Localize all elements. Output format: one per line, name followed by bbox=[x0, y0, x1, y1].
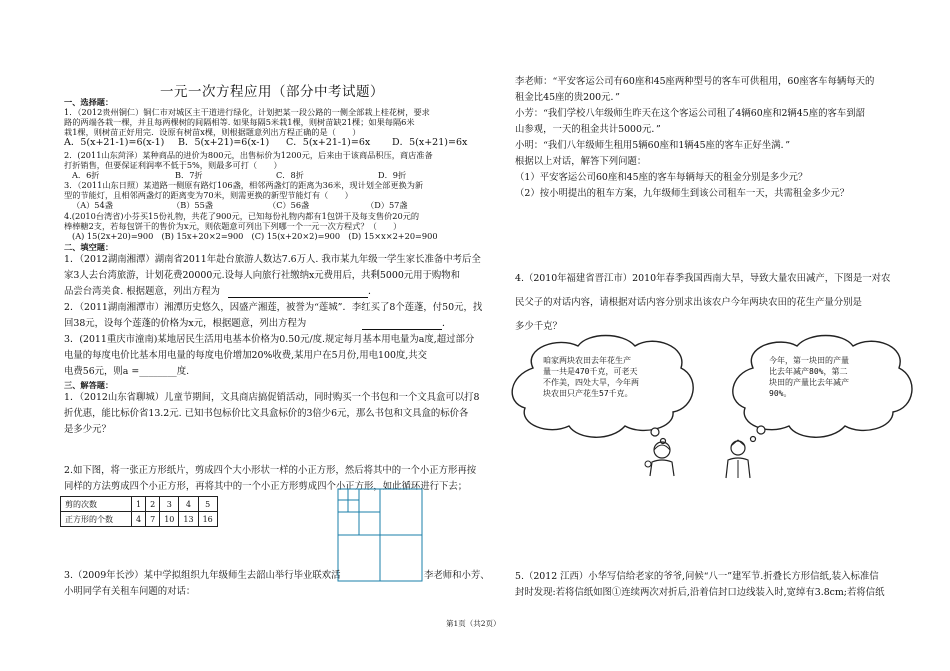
fill-q2-answer-blank[interactable] bbox=[362, 329, 442, 330]
table-cell: 2 bbox=[146, 497, 160, 512]
table-cell: 13 bbox=[179, 512, 198, 527]
fill-q1-period: ． bbox=[368, 286, 378, 297]
solve-q4-line1: 4.（2010年福建省晋江市）2010年春季我国西南大旱，导致大量农田减产，下图是一对农 bbox=[515, 273, 891, 284]
solve-q1-line1: 1．（2012山东省聊城）儿童节期间，文具商店搞促销活动，同时购买一个书包和一个文具盒可以打8 bbox=[64, 392, 480, 403]
solve-q3-line1-tail: 李老师和小芳、 bbox=[424, 570, 490, 581]
choice-q2-opt-c: C．8折 bbox=[276, 170, 304, 180]
dialog-line: （1）平安客运公司60座和45座的客车每辆每天的租金分别是多少元？ bbox=[515, 172, 808, 183]
square-cutting-figure bbox=[337, 488, 423, 582]
choice-q3-opt-b: （B）55盏 bbox=[172, 200, 213, 210]
choice-q1-opt-d: D．5(x+21)=6x bbox=[392, 137, 468, 148]
choice-q2-line2: 打折销售，但要保证利润率不低于5%，则最多可打（ ） bbox=[64, 160, 282, 170]
solve-q3-line2: 小明同学有关租车问题的对话： bbox=[64, 586, 196, 597]
dialog-line: 小芳：“我们学校八年级师生昨天在这个客运公司租了4辆60座和2辆45座的客车到韶 bbox=[515, 108, 865, 119]
fill-q1-line2: 家3人去台湾旅游，计划花费20000元.设每人向旅行社缴纳x元费用后，共剩5000元用于购物和 bbox=[64, 270, 461, 281]
table-cell: 正方形的个数 bbox=[61, 512, 132, 527]
cloud-left-line: 不作美，四处大旱，今年两 bbox=[543, 378, 639, 387]
table-cell: 3 bbox=[160, 497, 179, 512]
cloud-right-line: 90%。 bbox=[769, 389, 792, 398]
choice-q3-line2: 型的节能灯，且相邻两盏灯的距离变为70米，则需更换的新型节能灯有（ ） bbox=[64, 190, 353, 200]
page-title: 一元一次方程应用（部分中考试题） bbox=[160, 84, 384, 100]
fill-q3-line3: 电费56元，则a =________度. bbox=[64, 366, 190, 377]
choice-q2-opt-d: D．9折 bbox=[378, 170, 407, 180]
table-cell: 剪的次数 bbox=[61, 497, 132, 512]
fill-q3-line2: 电量的每度电价比基本用电量的每度电价增加20%收费,某用户在5月份,用电100度,共交 bbox=[64, 350, 428, 361]
table-row bbox=[61, 512, 218, 527]
cloud-right-line: 比去年减产80%，第二 bbox=[769, 367, 848, 376]
choice-q3-opt-a: （A）54盏 bbox=[72, 200, 113, 210]
choice-q2-opt-a: A．6折 bbox=[72, 170, 100, 180]
section-heading-choice: 一、选择题： bbox=[64, 97, 114, 107]
dialog-line: 李老师：“平安客运公司有60座和45座两种型号的客车可供租用，60座客车每辆每天的 bbox=[515, 76, 875, 87]
table-cell: 1 bbox=[132, 497, 146, 512]
choice-q2-opt-b: B．7折 bbox=[175, 170, 203, 180]
choice-q4-line2: 棒棒糖2支，若每包饼干的售价为x元，则依题意可列出下列哪一个一元一次方程式？（ ） bbox=[64, 221, 402, 231]
cutting-table bbox=[60, 496, 218, 527]
choice-q1-opt-a: A．5(x+21-1)=6(x-1) bbox=[64, 137, 165, 148]
table-cell: 4 bbox=[132, 512, 146, 527]
choice-q1-opt-b: B．5(x+21)=6(x-1) bbox=[178, 137, 270, 148]
dialog-line: 山参观，一天的租金共计5000元．” bbox=[515, 124, 661, 135]
dialog-line: （2）按小明提出的租车方案，九年级师生到该公司租车一天，共需租金多少元？ bbox=[515, 188, 850, 199]
cloud-left-line: 块农田只产花生57千克。 bbox=[543, 389, 633, 398]
fill-q2-period: ． bbox=[442, 318, 452, 329]
table-cell: 4 bbox=[179, 497, 198, 512]
choice-q1-line3: 栽1棵，则树苗正好用完．设原有树苗x棵，则根据题意列出方程正确的是（ ） bbox=[64, 127, 361, 137]
solve-q2-line2: 同样的方法剪成四个小正方形，再将其中的一个小正方形剪成四个小正方形，如此循环进行下去； bbox=[64, 481, 468, 492]
dialog-line: 根据以上对话，解答下列问题： bbox=[515, 156, 647, 167]
dialog-line: 租金比45座的贵200元．” bbox=[515, 92, 620, 103]
section-heading-fill: 二、填空题： bbox=[64, 242, 114, 252]
table-cell: 5 bbox=[198, 497, 217, 512]
table-cell: 16 bbox=[198, 512, 217, 527]
choice-q2-line1: 2．(2011山东菏泽）某种商品的进价为800元，出售标价为1200元，后来由于该商品积压，商店准备 bbox=[64, 150, 433, 160]
solve-q5-line1: 5.（2012 江西）小华写信给老家的爷爷,问候“八一”建军节.折叠长方形信纸,装入标准信 bbox=[515, 571, 879, 582]
cloud-right-line: 块田的产量比去年减产 bbox=[769, 378, 849, 387]
section-heading-solve: 三、解答题： bbox=[64, 380, 114, 390]
table-cell: 7 bbox=[146, 512, 160, 527]
choice-q4-options: (A) 15(2x+20)=900 (B) 15x+20×2=900 (C) 15(x+20×2)=900 (D) 15×x×2+20=900 bbox=[72, 231, 438, 241]
cloud-right-line: 今年，第一块田的产量 bbox=[769, 356, 849, 365]
choice-q1-line1: 1．（2012贵州铜仁）铜仁市对城区主干道进行绿化，计划把某一段公路的一侧全部栽上桂花树，要求 bbox=[64, 107, 430, 117]
choice-q1-opt-c: C．5(x+21-1)=6x bbox=[286, 137, 371, 148]
fill-q2-line1: 2．（2011湖南湘潭市）湘潭历史悠久，因盛产湘莲，被誉为“莲城”．李红买了8个莲蓬，付50元，找 bbox=[64, 302, 483, 313]
cloud-left-line: 量一共是470千克，可老天 bbox=[543, 367, 638, 376]
choice-q3-opt-d: （D）57盏 bbox=[366, 200, 408, 210]
solve-q2-line1: 2.如下图，将一张正方形纸片，剪成四个大小形状一样的小正方形，然后将其中的一个小正方形再按 bbox=[64, 465, 477, 476]
choice-q1-line2: 路的两端各栽一棵，并且每两棵树的间隔相等. 如果每隔5米栽1棵，则树苗缺21棵；如果每隔6米 bbox=[64, 117, 415, 127]
solve-q4-line3: 多少千克？ bbox=[515, 321, 562, 332]
choice-q4-line1: 4.(2010台湾省)小芬买15份礼物，共花了900元，已知每份礼物内都有1包饼干及每支售价20元的 bbox=[64, 211, 420, 221]
fill-q1-answer-blank[interactable] bbox=[228, 297, 368, 298]
fill-q2-line2: 回38元，设每个莲蓬的价格为x元，根据题意，列出方程为 bbox=[64, 318, 307, 329]
solve-q4-line2: 民父子的对话内容，请根据对话内容分别求出该农户今年两块农田的花生产量分别是 bbox=[515, 297, 862, 308]
fill-q1-line3: 品尝台湾美食. 根据题意，列出方程为 bbox=[64, 286, 220, 297]
solve-q1-line3: 是多少元？ bbox=[64, 424, 111, 435]
solve-q1-line2: 折优惠，能比标价省13.2元. 已知书包标价比文具盒标价的3倍少6元，那么书包和文具盒的标价各 bbox=[64, 408, 469, 419]
choice-q3-line1: 3．（2011山东日照）某道路一侧原有路灯106盏，相邻两盏灯的距离为36米，现计划全部更换为新 bbox=[64, 180, 424, 190]
solve-q5-line2: 封时发现:若将信纸如图①连续两次对折后,沿着信封口边线装入时,宽绰有3.8cm;若将信纸 bbox=[515, 587, 885, 598]
choice-q3-opt-c: （C）56盏 bbox=[268, 200, 310, 210]
table-cell: 10 bbox=[160, 512, 179, 527]
fill-q3-line1: 3．(2011重庆市潼南)某地居民生活用电基本价格为0.50元/度.规定每月基本用电量为a度,超过部分 bbox=[64, 334, 475, 345]
solve-q3-line1: 3.（2009年长沙）某中学拟组织九年级师生去韶山举行毕业联欢活 bbox=[64, 570, 341, 581]
farmer-father-icon bbox=[640, 438, 680, 478]
page-footer: 第1页（共2页） bbox=[446, 619, 501, 628]
cloud-left-line: 咱家两块农田去年花生产 bbox=[543, 356, 631, 365]
dialog-line: 小明：“我们八年级师生租用5辆60座和1辆45座的客车正好坐满．” bbox=[515, 140, 791, 151]
table-row bbox=[61, 497, 218, 512]
farmer-son-icon bbox=[718, 438, 758, 480]
fill-q1-line1: 1．（2012湖南湘潭）湖南省2011年赴台旅游人数达7.6万人. 我市某九年级一学生家长准备中考后全 bbox=[64, 254, 481, 265]
